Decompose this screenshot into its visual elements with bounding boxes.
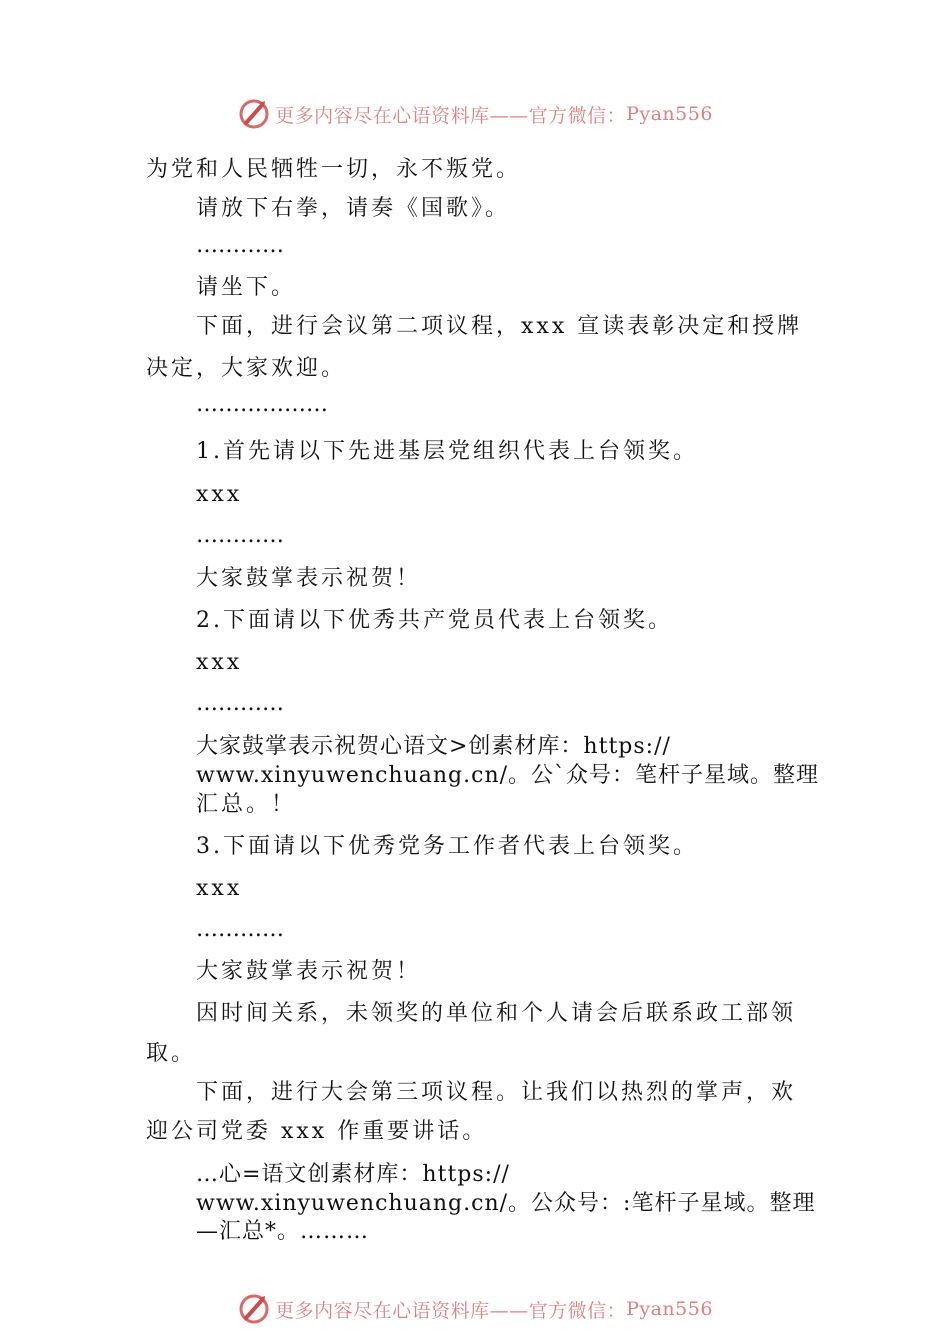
text-line: xxx xyxy=(196,650,243,675)
footer-site-text: 更多内容尽在心语资料库——官方微信： xyxy=(275,1299,627,1322)
header-wechat-id: Pyan556 xyxy=(626,103,713,125)
text-line: 因时间关系，未领奖的单位和个人请会后联系政工部领 xyxy=(196,1001,797,1026)
text-line: 决定，大家欢迎。 xyxy=(146,356,347,381)
page-header-banner xyxy=(0,94,950,134)
page-footer-banner xyxy=(0,1289,950,1329)
text-line: ………… xyxy=(196,917,284,942)
text-line: 汇总。！ xyxy=(196,792,297,817)
text-line: 3.下面请以下优秀党务工作者代表上台领奖。 xyxy=(196,834,698,859)
text-line: —汇总*。……… xyxy=(196,1219,370,1244)
text-line: 请坐下。 xyxy=(196,275,297,300)
text-line: ………… xyxy=(196,523,284,548)
text-line: 为党和人民牺牲一切，永不叛党。 xyxy=(146,157,522,182)
text-line: ………… xyxy=(196,691,284,716)
text-line: 大家鼓掌表示祝贺！ xyxy=(196,566,422,591)
text-line: 大家鼓掌表示祝贺心语文>创素材库：https:// xyxy=(196,734,671,759)
text-line: 下面，进行大会第三项议程。让我们以热烈的掌声，欢 xyxy=(196,1080,797,1105)
text-line: 大家鼓掌表示祝贺！ xyxy=(196,959,422,984)
brush-logo-icon xyxy=(237,97,271,131)
text-line: 取。 xyxy=(146,1041,197,1066)
text-line: …心=语文创素材库：https:// xyxy=(196,1162,510,1187)
text-line: 2.下面请以下优秀共产党员代表上台领奖。 xyxy=(196,608,673,633)
brush-logo-icon xyxy=(237,1292,271,1326)
text-line: www.xinyuwenchuang.cn/。公`众号：笔杆子星域。整理 xyxy=(196,763,820,788)
text-line: 请放下右拳，请奏《国歌》。 xyxy=(196,196,511,221)
text-line: 迎公司党委 xxx 作重要讲话。 xyxy=(146,1119,488,1144)
text-line: www.xinyuwenchuang.cn/。公众号：:笔杆子星域。整理 xyxy=(196,1191,816,1216)
footer-wechat-id: Pyan556 xyxy=(626,1298,713,1320)
header-site-text: 更多内容尽在心语资料库——官方微信： xyxy=(275,104,627,127)
text-line: 1.首先请以下先进基层党组织代表上台领奖。 xyxy=(196,439,698,464)
text-line: ……………… xyxy=(196,392,328,417)
text-line: xxx xyxy=(196,482,243,507)
text-line: xxx xyxy=(196,876,243,901)
text-line: 下面，进行会议第二项议程，xxx 宣读表彰决定和授牌 xyxy=(196,314,803,339)
text-line: ………… xyxy=(196,233,284,258)
